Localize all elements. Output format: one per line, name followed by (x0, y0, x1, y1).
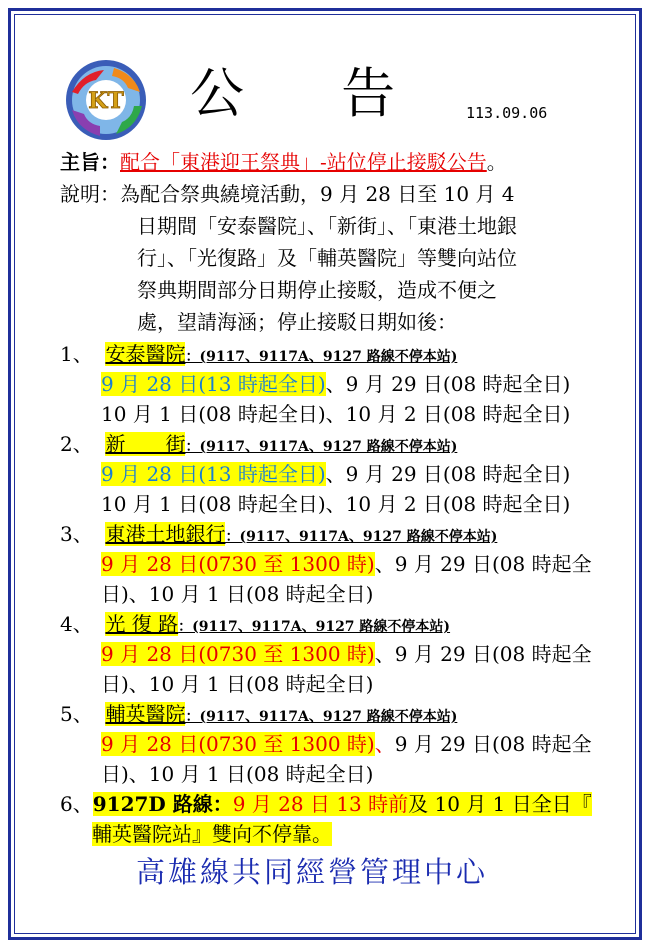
subject-text: 配合「東港迎王祭典」-站位停止接駁公告 (120, 150, 487, 174)
item-1-dates-2: 10 月 1 日(08 時起全日)、10 月 2 日(08 時起全日) (101, 402, 571, 426)
subject-label: 主旨： (60, 150, 120, 174)
item-3-dates-2: 日)、10 月 1 日(08 時起全日) (101, 582, 374, 606)
item-1-header: 1、 安泰醫院：(9117、9117A、9127 路線不停本站) (60, 342, 458, 366)
page-title: 公 告 (190, 62, 436, 125)
item-1-station: 安泰醫院 (105, 342, 186, 366)
item-2-dates: 9 月 28 日(13 時起全日)、9 月 29 日(08 時起全日) (101, 462, 571, 486)
item-4-header: 4、 光 復 路：(9117、9117A、9127 路線不停本站) (60, 612, 451, 636)
item-6-line-2: 輔英醫院站』雙向不停靠。 (92, 822, 332, 846)
kt-logo-icon (64, 58, 148, 142)
item-4-station: 光 復 路 (105, 612, 179, 636)
item-5-station: 輔英醫院 (105, 702, 186, 726)
item-4-dates-2: 日)、10 月 1 日(08 時起全日) (101, 672, 374, 696)
subject-line (60, 150, 507, 174)
description-label: 說明： (60, 182, 120, 206)
item-3-dates: 9 月 28 日(0730 至 1300 時)、9 月 29 日(08 時起全 (101, 552, 592, 576)
subject-end: 。 (486, 150, 507, 174)
svg-text:KT: KT (88, 88, 124, 114)
item-3-station: 東港土地銀行 (105, 522, 226, 546)
item-5-header: 5、 輔英醫院：(9117、9117A、9127 路線不停本站) (60, 702, 458, 726)
item-1-dates: 9 月 28 日(13 時起全日)、9 月 29 日(08 時起全日) (101, 372, 571, 396)
footer-organization: 高雄線共同經營管理中心 (136, 855, 489, 889)
item-5-dates: 9 月 28 日(0730 至 1300 時)、9 月 29 日(08 時起全 (101, 732, 592, 756)
item-2-station: 新 街 (105, 432, 186, 456)
description-line-1: 說明：為配合祭典繞境活動，9 月 28 日至 10 月 4 (60, 182, 515, 206)
item-2-dates-2: 10 月 1 日(08 時起全日)、10 月 2 日(08 時起全日) (101, 492, 571, 516)
notice-date: 113.09.06 (466, 104, 548, 122)
description-line-4: 祭典期間部分日期停止接駁，造成不便之 (137, 278, 497, 302)
item-4-dates: 9 月 28 日(0730 至 1300 時)、9 月 29 日(08 時起全 (101, 642, 592, 666)
item-2-header: 2、 新 街：(9117、9117A、9127 路線不停本站) (60, 432, 458, 456)
item-3-header: 3、 東港土地銀行：(9117、9117A、9127 路線不停本站) (60, 522, 498, 546)
description-line-2: 日期間「安泰醫院」、「新街」、「東港土地銀 (137, 214, 517, 238)
description-line-3: 行」、「光復路」及「輔英醫院」等雙向站位 (137, 246, 517, 270)
description-line-5: 處，望請海涵；停止接駁日期如後： (137, 310, 457, 334)
item-5-dates-2: 日)、10 月 1 日(08 時起全日) (101, 762, 374, 786)
item-6-line-1: 6、9127D 路線：9 月 28 日 13 時前及 10 月 1 日全日『 (60, 792, 592, 816)
